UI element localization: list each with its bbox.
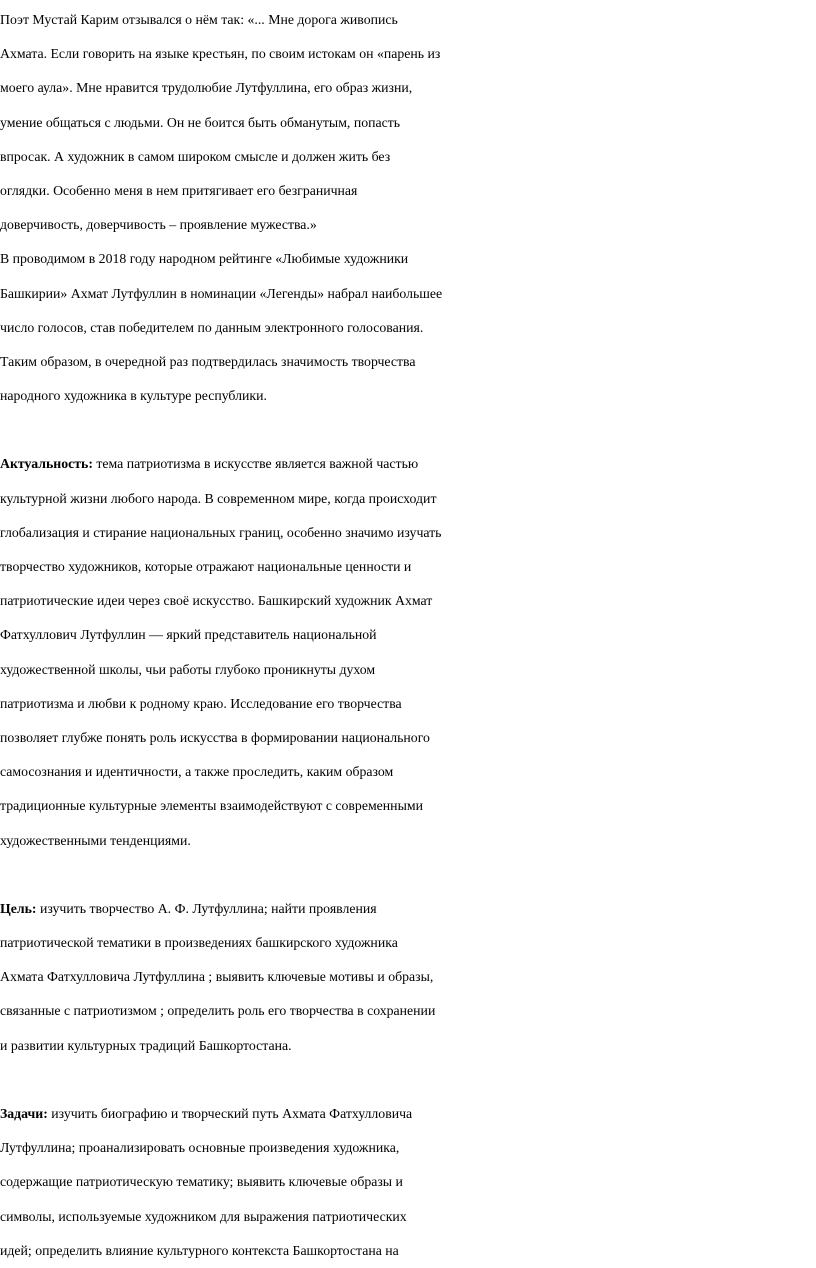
tasks-label: Задачи: — [0, 1106, 48, 1121]
text-line: патриотические идеи через своё искусство. Башкирский художник Ахмат — [0, 593, 433, 609]
text-line: Таким образом, в очередной раз подтвердилась значимость творчества — [0, 353, 416, 369]
text-line: культурной жизни любого народа. В современном мире, когда происходит — [0, 490, 437, 506]
paragraph-spacer — [0, 413, 816, 447]
relevance-first-line: тема патриотизма в искусстве является важной частью — [92, 456, 419, 472]
text-line: связанные с патриотизмом ; определить роль его творчества в сохранении — [0, 1003, 436, 1019]
text-line: патриотизма и любви к родному краю. Исследование его творчества — [0, 695, 402, 711]
text-line: число голосов, став победителем по данным электронного голосования. — [0, 319, 424, 335]
text-line: позволяет глубже понять роль искусства в формировании национального — [0, 729, 430, 745]
text-line: моего аула». Мне нравится трудолюбие Лутфуллина, его образ жизни, — [0, 80, 413, 96]
goal-section — [0, 892, 816, 1063]
text-line — [0, 1097, 816, 1131]
text-line: идей; определить влияние культурного контекста Башкортостана на — [0, 1242, 399, 1258]
text-line: Ахмата Фатхулловича Лутфуллина ; выявить ключевые мотивы и образы, — [0, 969, 434, 985]
text-line — [0, 447, 816, 481]
text-line: умение общаться с людьми. Он не боится быть обманутым, попасть — [0, 114, 401, 130]
paragraph-spacer — [0, 858, 816, 892]
text-line: Поэт Мустай Карим отзывался о нём так: «... Мне дорога живопись — [0, 12, 398, 27]
text-line: самосознания и идентичности, а также проследить, каким образом — [0, 764, 394, 780]
text-line: Лутфуллина; проанализировать основные произведения художника, — [0, 1140, 400, 1156]
text-line: творчество художников, которые отражают национальные ценности и — [0, 559, 412, 574]
text-line: традиционные культурные элементы взаимодействуют с современными — [0, 798, 423, 814]
text-line: патриотической тематики в произведениях башкирского художника — [0, 935, 398, 951]
tasks-first-line: изучить биографию и творческий путь Ахмата Фатхулловича — [47, 1106, 413, 1121]
goal-first-line: изучить творчество А. Ф. Лутфуллина; найти проявления — [36, 900, 377, 916]
tasks-section — [0, 1097, 816, 1268]
goal-label: Цель: — [0, 900, 37, 916]
relevance-label: Актуальность: — [0, 456, 93, 472]
text-line: художественными тенденциями. — [0, 832, 191, 848]
text-line: содержащие патриотическую тематику; выявить ключевые образы и — [0, 1174, 403, 1190]
text-line: художественной школы, чьи работы глубоко проникнуты духом — [0, 661, 376, 677]
text-line: глобализация и стирание национальных границ, особенно значимо изучать — [0, 524, 442, 540]
text-line: доверчивость, доверчивость – проявление мужества.» — [0, 217, 317, 233]
text-line: Ахмата. Если говорить на языке крестьян, по своим истокам он «парень из — [0, 46, 441, 62]
text-line: В проводимом в 2018 году народном рейтинге «Любимые художники — [0, 251, 409, 267]
text-line: и развитии культурных традиций Башкортостана. — [0, 1037, 292, 1053]
text-line: Фатхуллович Лутфуллин — яркий представитель национальной — [0, 627, 377, 643]
document-text — [0, 3, 816, 1268]
rating-paragraph — [0, 242, 816, 413]
text-line: впросак. А художник в самом широком смысле и должен жить без — [0, 148, 391, 164]
text-line — [0, 892, 816, 926]
paragraph-spacer — [0, 1063, 816, 1097]
text-line: оглядки. Особенно меня в нем притягивает его безграничная — [0, 182, 358, 198]
text-line: Башкирии» Ахмат Лутфуллин в номинации «Легенды» набрал наибольшее — [0, 285, 443, 301]
text-line: символы, используемые художником для выражения патриотических — [0, 1208, 407, 1224]
relevance-section — [0, 447, 816, 857]
text-line: народного художника в культуре республики. — [0, 388, 267, 404]
quote-paragraph — [0, 3, 816, 242]
